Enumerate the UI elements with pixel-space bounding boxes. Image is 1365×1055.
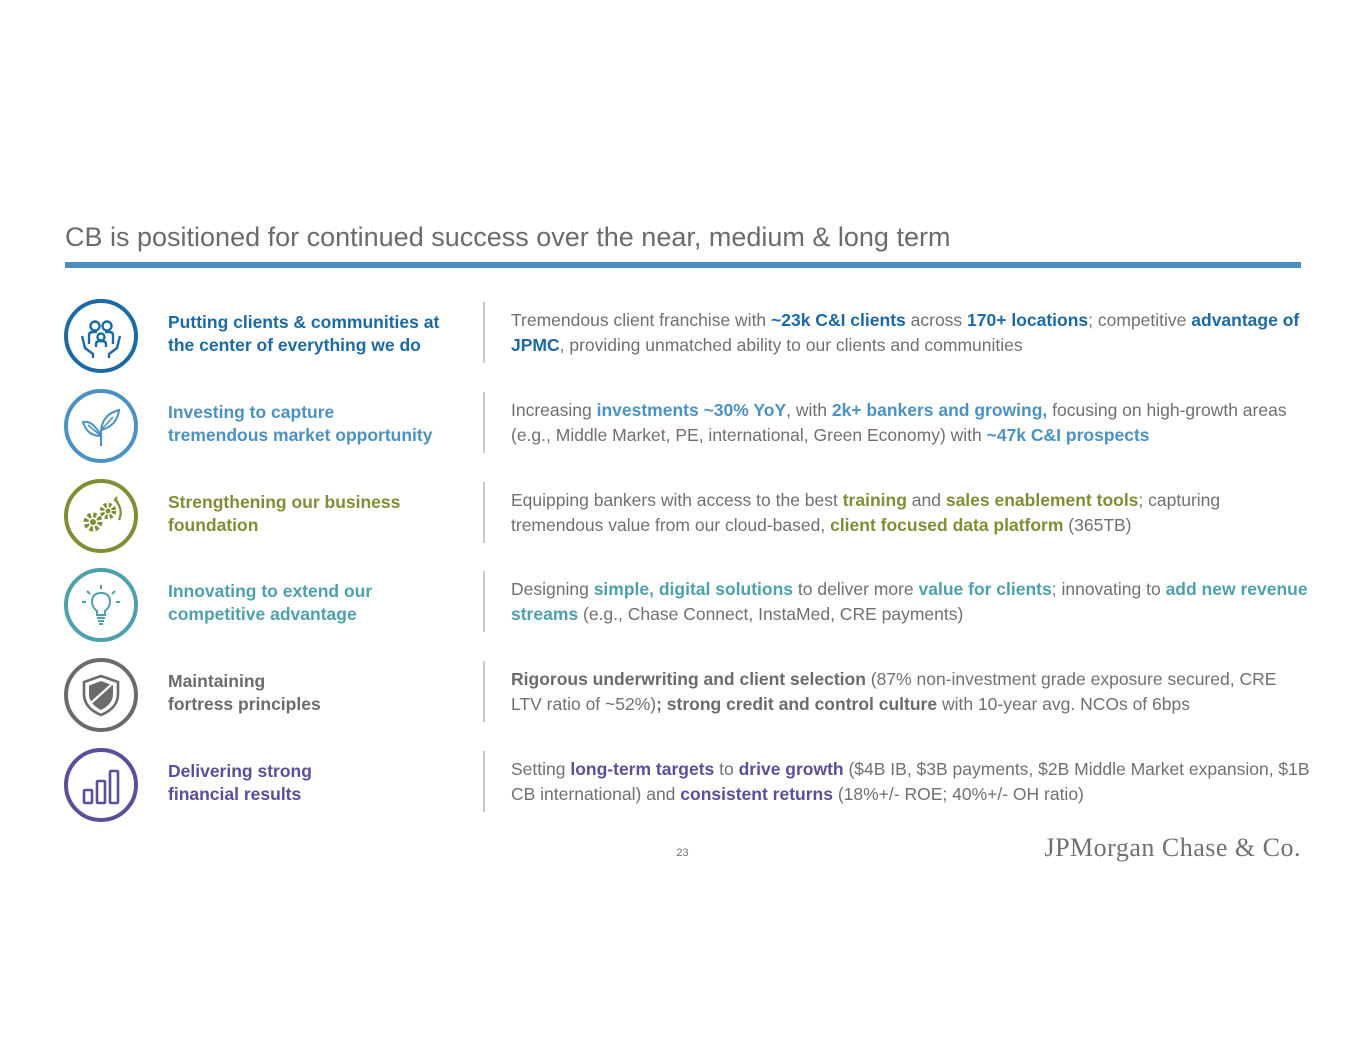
pillar-heading: [168, 401, 473, 447]
pillar-row: [0, 747, 1365, 827]
body-text: ; innovating to: [1051, 579, 1166, 600]
divider-line: [483, 571, 485, 632]
pillar-description: [511, 488, 1311, 538]
divider-line: [483, 751, 485, 812]
body-text: ; competitive: [1088, 310, 1192, 330]
body-text: , providing unmatched ability to our clients and communities: [559, 335, 1023, 355]
pillar-description: [511, 398, 1311, 448]
pillar-description: [511, 667, 1311, 717]
body-text: Setting: [511, 759, 571, 779]
pillar-heading-line: tremendous market opportunity: [168, 424, 433, 445]
body-text: ; capturing tremendous value from our cloud-based,: [511, 489, 1221, 535]
highlight-text: training: [842, 489, 907, 510]
highlight-text: 170+ locations: [967, 310, 1089, 330]
page-title: CB is positioned for continued success over the near, medium & long term: [65, 222, 951, 252]
divider-line: [483, 661, 485, 722]
pillar-heading: [168, 311, 473, 357]
highlight-text: ; strong credit and control culture: [656, 694, 938, 715]
body-text: to: [714, 759, 739, 779]
gears-icon: [64, 479, 138, 553]
pillar-description: [511, 308, 1311, 358]
pillar-description: [511, 577, 1311, 627]
pillar-description: [511, 757, 1311, 807]
pillar-heading-line: competitive advantage: [168, 604, 357, 625]
body-text: , with: [786, 399, 832, 420]
pillar-heading-line: the center of everything we do: [168, 335, 421, 355]
pillar-heading: [168, 670, 473, 716]
divider-line: [483, 392, 485, 453]
highlight-text: consistent returns: [680, 784, 833, 804]
body-text: (18%+/- ROE; 40%+/- OH ratio): [832, 784, 1084, 804]
body-text: and: [906, 489, 946, 510]
body-text: to deliver more: [793, 579, 919, 600]
highlight-text: 2k+ bankers and growing,: [831, 399, 1048, 420]
pillar-heading-line: fortress principles: [168, 694, 321, 715]
highlight-text: add new revenue streams: [511, 579, 1308, 625]
family-hands-icon: [64, 299, 138, 373]
pillar-heading: [168, 580, 473, 626]
bar-chart-icon: [64, 748, 138, 822]
pillar-heading-line: foundation: [168, 514, 259, 535]
pillar-heading-line: financial results: [168, 784, 302, 804]
pillar-row: [0, 298, 1365, 378]
pillar-row: [0, 657, 1365, 737]
title-underline: [65, 262, 1301, 268]
highlight-text: client focused data platform: [830, 514, 1064, 535]
pillar-heading-line: Maintaining: [168, 671, 266, 692]
divider-line: [483, 302, 485, 363]
jpmorgan-chase-logo: JPMorgan Chase & Co.: [1044, 833, 1301, 862]
body-text: Equipping bankers with access to the best: [511, 489, 843, 510]
shield-icon: [64, 658, 138, 732]
pillar-heading-line: Putting clients & communities at: [168, 312, 440, 332]
pillar-heading-line: Investing to capture: [168, 401, 335, 422]
body-text: Increasing: [511, 399, 597, 420]
highlight-text: simple, digital solutions: [593, 579, 794, 600]
pillar-row: [0, 388, 1365, 468]
lightbulb-icon: [64, 568, 138, 642]
highlight-text: investments ~30% YoY: [596, 399, 787, 420]
highlight-text: value for clients: [918, 579, 1052, 600]
pillar-heading: [168, 491, 473, 537]
highlight-text: sales enablement tools: [945, 489, 1139, 510]
highlight-text: Rigorous underwriting and client selection: [511, 669, 866, 690]
body-text: (e.g., Chase Connect, InstaMed, CRE payments): [578, 604, 964, 625]
body-text: ($4B IB, $3B payments, $2B Middle Market expansion, $1B CB international) and: [511, 759, 1310, 804]
body-text: (365TB): [1063, 514, 1132, 535]
pillar-heading-line: Strengthening our business: [168, 491, 401, 512]
highlight-text: drive growth: [738, 759, 844, 779]
highlight-text: advantage of JPMC: [511, 310, 1300, 355]
body-text: (87% non-investment grade exposure secured, CRE LTV ratio of ~52%): [511, 669, 1277, 715]
divider-line: [483, 482, 485, 543]
pillar-heading-line: Delivering strong: [168, 761, 312, 781]
pillar-heading: [168, 760, 473, 806]
pillar-heading-line: Innovating to extend our: [168, 581, 373, 602]
highlight-text: ~47k C&I prospects: [986, 424, 1150, 445]
body-text: focusing on high-growth areas (e.g., Middle Market, PE, international, Green Economy) with: [511, 399, 1287, 445]
page-number: 23: [676, 847, 689, 859]
plant-leaf-icon: [64, 389, 138, 463]
body-text: across: [905, 310, 968, 330]
highlight-text: ~23k C&I clients: [771, 310, 906, 330]
body-text: Designing: [511, 579, 594, 600]
body-text: Tremendous client franchise with: [511, 310, 772, 330]
highlight-text: long-term targets: [570, 759, 715, 779]
pillar-row: [0, 567, 1365, 647]
body-text: with 10-year avg. NCOs of 6bps: [937, 694, 1190, 715]
pillar-row: [0, 478, 1365, 558]
